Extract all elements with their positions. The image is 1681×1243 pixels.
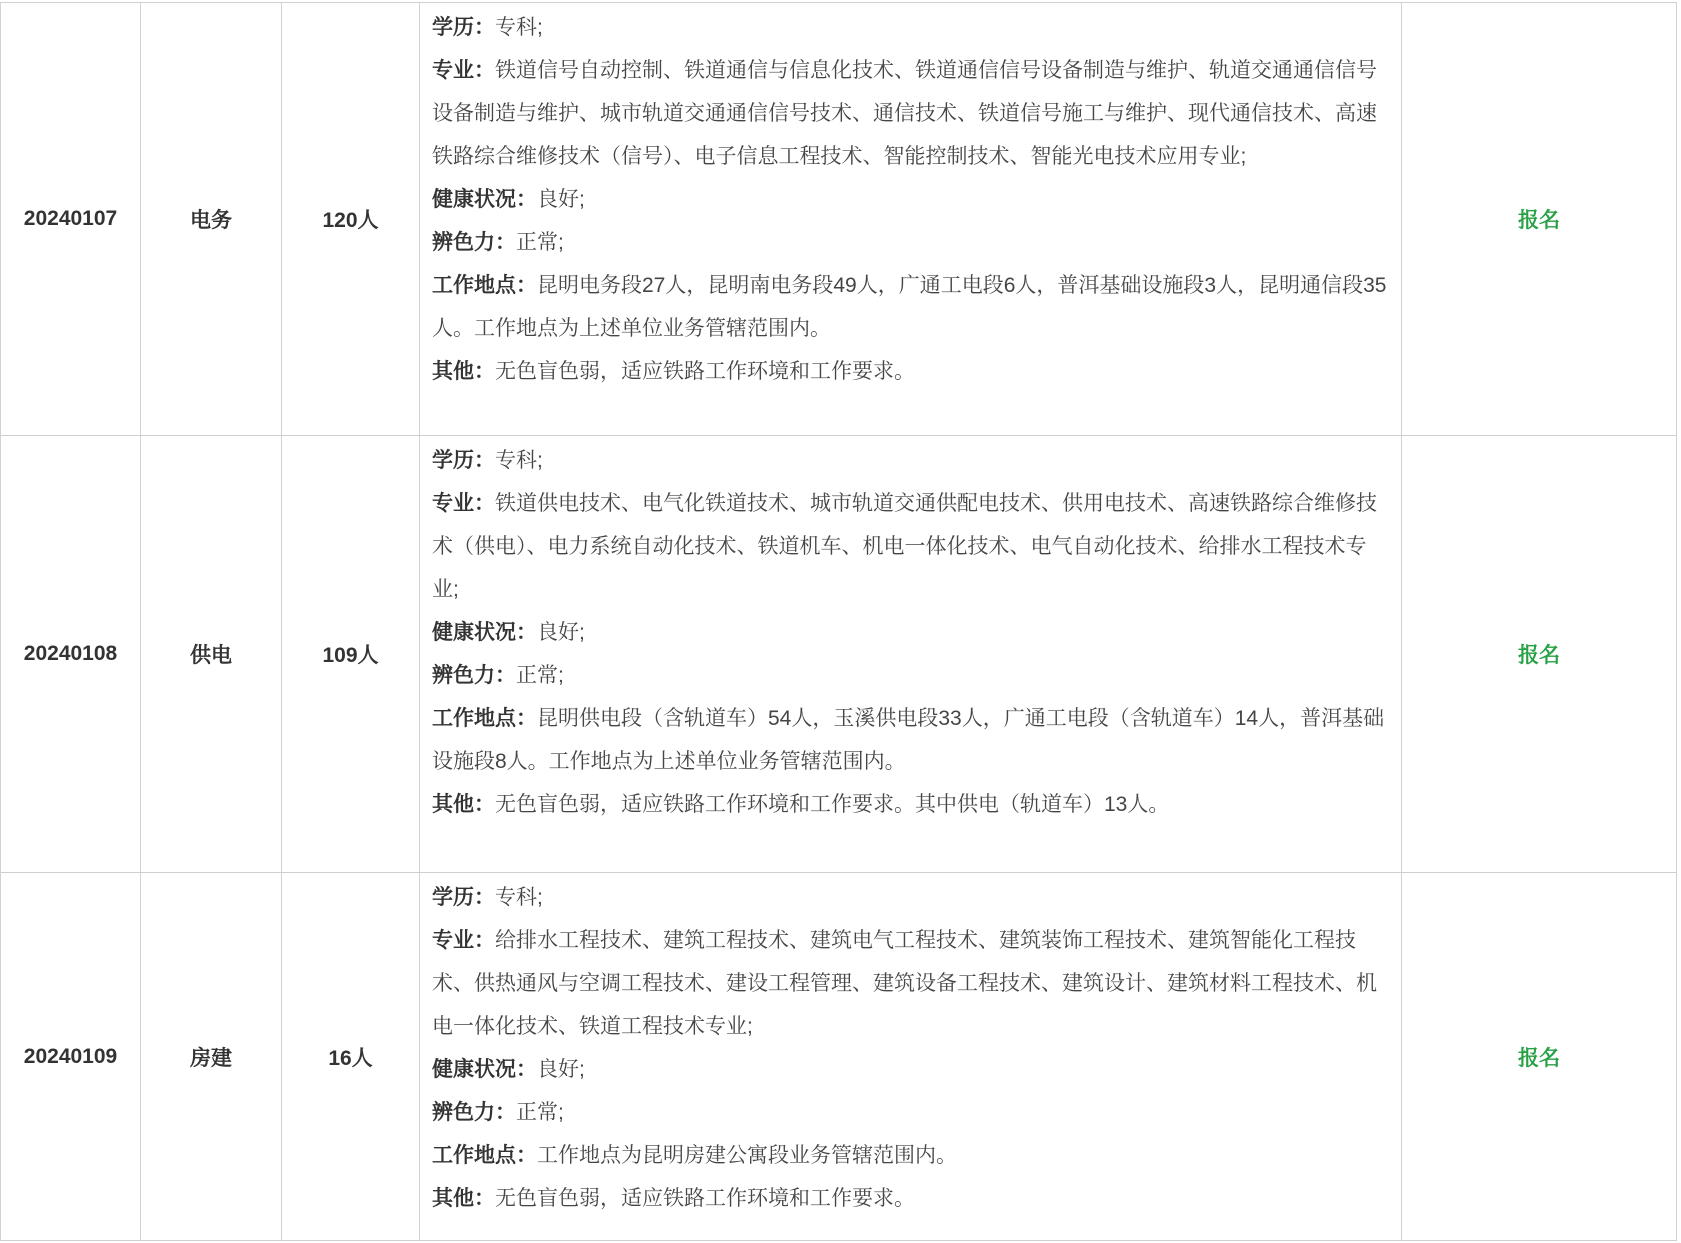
job-category-cell bbox=[141, 873, 282, 1240]
detail-education bbox=[432, 439, 1390, 482]
detail-label: 辨色力： bbox=[432, 231, 516, 254]
detail-text: 昆明电务段27人，昆明南电务段49人，广通工电段6人，普洱基础设施段3人，昆明通信段35人。工作地点为上述单位业务管辖范围内。 bbox=[432, 274, 1387, 340]
detail-health bbox=[432, 611, 1390, 654]
detail-text: 给排水工程技术、建筑工程技术、建筑电气工程技术、建筑装饰工程技术、建筑智能化工程技术、供热通风与空调工程技术、建设工程管理、建筑设备工程技术、建筑设计、建筑材料工程技术、机电一体化技术、铁道工程技术专业; bbox=[432, 929, 1377, 1038]
job-table bbox=[0, 2, 1677, 1241]
job-category: 电务 bbox=[190, 209, 232, 232]
detail-education bbox=[432, 6, 1390, 49]
apply-link[interactable]: 报名 bbox=[1518, 209, 1560, 232]
detail-text: 无色盲色弱，适应铁路工作环境和工作要求。其中供电（轨道车）13人。 bbox=[495, 793, 1170, 816]
job-requirements-cell bbox=[420, 873, 1402, 1240]
job-code: 20240107 bbox=[23, 207, 118, 230]
detail-other bbox=[432, 350, 1390, 393]
detail-label: 辨色力： bbox=[432, 664, 516, 687]
detail-text: 无色盲色弱，适应铁路工作环境和工作要求。 bbox=[495, 1187, 915, 1210]
detail-health bbox=[432, 178, 1390, 221]
detail-text: 铁道供电技术、电气化铁道技术、城市轨道交通供配电技术、供用电技术、高速铁路综合维修技术（供电）、电力系统自动化技术、铁道机车、机电一体化技术、电气自动化技术、给排水工程技术专业; bbox=[432, 492, 1377, 601]
job-headcount-cell bbox=[282, 873, 420, 1240]
job-headcount-cell bbox=[282, 3, 420, 435]
job-category: 房建 bbox=[190, 1046, 232, 1070]
apply-cell bbox=[1402, 873, 1677, 1240]
job-code: 20240109 bbox=[23, 1044, 118, 1068]
detail-label: 辨色力： bbox=[432, 1101, 516, 1124]
detail-label: 专业： bbox=[432, 929, 495, 952]
job-category: 供电 bbox=[190, 644, 232, 667]
detail-text: 昆明供电段（含轨道车）54人，玉溪供电段33人，广通工电段（含轨道车）14人，普洱基础设施段8人。工作地点为上述单位业务管辖范围内。 bbox=[432, 707, 1385, 773]
job-code-cell bbox=[1, 873, 141, 1240]
apply-link[interactable]: 报名 bbox=[1518, 1046, 1560, 1070]
detail-label: 学历： bbox=[432, 449, 495, 472]
job-headcount: 120人 bbox=[322, 209, 379, 232]
detail-text: 专科; bbox=[495, 886, 543, 909]
job-code-cell bbox=[1, 436, 141, 872]
apply-link[interactable]: 报名 bbox=[1518, 644, 1560, 667]
detail-education bbox=[432, 876, 1390, 919]
detail-label: 学历： bbox=[432, 886, 495, 909]
detail-text: 无色盲色弱，适应铁路工作环境和工作要求。 bbox=[495, 360, 915, 383]
detail-text: 工作地点为昆明房建公寓段业务管辖范围内。 bbox=[537, 1144, 957, 1167]
job-requirements-cell bbox=[420, 436, 1402, 872]
detail-color-vision bbox=[432, 1091, 1390, 1134]
table-row bbox=[1, 436, 1677, 873]
job-category-cell bbox=[141, 3, 282, 435]
job-headcount: 16人 bbox=[328, 1046, 373, 1070]
apply-cell bbox=[1402, 3, 1677, 435]
job-headcount: 109人 bbox=[322, 644, 379, 667]
job-headcount-cell bbox=[282, 436, 420, 872]
detail-major bbox=[432, 919, 1390, 1048]
detail-label: 健康状况： bbox=[432, 1058, 537, 1081]
detail-work-location bbox=[432, 697, 1390, 783]
detail-other bbox=[432, 1177, 1390, 1220]
detail-label: 工作地点： bbox=[432, 274, 537, 297]
detail-color-vision bbox=[432, 221, 1390, 264]
detail-color-vision bbox=[432, 654, 1390, 697]
detail-label: 其他： bbox=[432, 793, 495, 816]
detail-label: 其他： bbox=[432, 360, 495, 383]
detail-text: 专科; bbox=[495, 16, 543, 39]
detail-text: 专科; bbox=[495, 449, 543, 472]
detail-health bbox=[432, 1048, 1390, 1091]
detail-major bbox=[432, 482, 1390, 611]
detail-label: 学历： bbox=[432, 16, 495, 39]
detail-text: 良好; bbox=[537, 188, 585, 211]
detail-text: 良好; bbox=[537, 621, 585, 644]
detail-label: 健康状况： bbox=[432, 621, 537, 644]
job-category-cell bbox=[141, 436, 282, 872]
detail-other bbox=[432, 783, 1390, 826]
detail-label: 专业： bbox=[432, 492, 495, 515]
detail-text: 正常; bbox=[516, 1101, 564, 1124]
detail-text: 正常; bbox=[516, 664, 564, 687]
detail-label: 专业： bbox=[432, 59, 495, 82]
detail-label: 健康状况： bbox=[432, 188, 537, 211]
detail-label: 工作地点： bbox=[432, 1144, 537, 1167]
table-row bbox=[1, 3, 1677, 436]
detail-work-location bbox=[432, 264, 1390, 350]
table-row bbox=[1, 873, 1677, 1241]
job-requirements-cell bbox=[420, 3, 1402, 435]
detail-label: 其他： bbox=[432, 1187, 495, 1210]
job-code-cell bbox=[1, 3, 141, 435]
detail-text: 铁道信号自动控制、铁道通信与信息化技术、铁道通信信号设备制造与维护、轨道交通通信信号设备制造与维护、城市轨道交通通信信号技术、通信技术、铁道信号施工与维护、现代通信技术、高速铁路综合维修技术（信号）、电子信息工程技术、智能控制技术、智能光电技术应用专业; bbox=[432, 59, 1377, 168]
detail-major bbox=[432, 49, 1390, 178]
detail-label: 工作地点： bbox=[432, 707, 537, 730]
detail-text: 正常; bbox=[516, 231, 564, 254]
detail-work-location bbox=[432, 1134, 1390, 1177]
job-code: 20240108 bbox=[23, 642, 118, 665]
apply-cell bbox=[1402, 436, 1677, 872]
detail-text: 良好; bbox=[537, 1058, 585, 1081]
